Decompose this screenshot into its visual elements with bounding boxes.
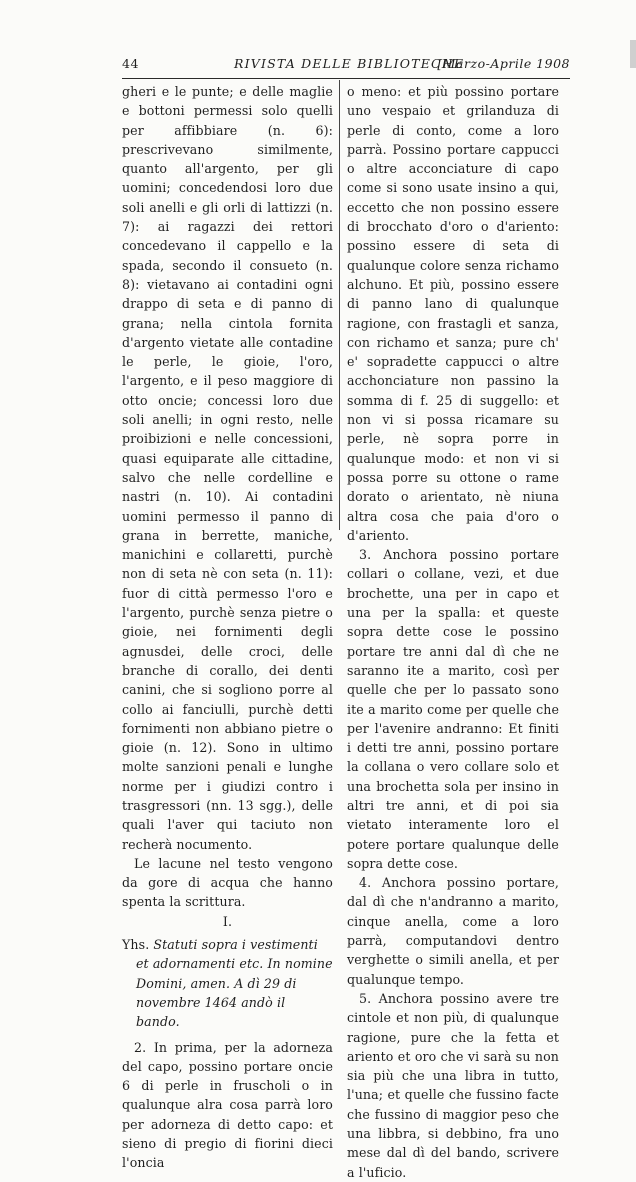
title-prefix: Yhs. — [122, 937, 154, 953]
paragraph: Le lacune nel testo vengono da gore di acqua che hanno spenta la scrittura. — [122, 855, 333, 910]
right-column — [347, 82, 559, 1182]
issue-date: [Marzo-Aprile 1908 — [437, 56, 570, 71]
running-title: RIVISTA DELLE BIBLIOTECHE — [234, 56, 465, 71]
paragraph: gheri e le punte; e delle maglie e bottoni permessi solo quelli per affibbiare (n. 6): prescrivevano similmente, quanto all'argento, per gli uomini; concedendosi loro due soli anelli e gli orli di lattizzi (n. 7): ai ragazzi dei rettori concedevano il cappello e la spada, secondo il consueto (n. 8): vietavano ai contadini ogni drappo di seta e di panno di grana; nella cintola fornita d'argento vietate alle contadine le perle, le gioie, l'oro, l'argento, e il peso maggiore di otto oncie; concessi loro due soli anelli; in ogni resto, nelle proibizioni e nelle concessioni, quasi equiparate alle cittadine, salvo che nelle cordelline e nastri (n. 10). Ai contadini uomini permesso il panno di grana in berrette, maniche, manichini e collaretti, purchè non di seta nè con seta (n. 11): fuor di città permesso l'oro e l'argento, purchè senza pietre o gioie, nei fornimenti degli agnusdei, delle croci, delle branche di corallo, dei denti canini, che si sogliono porre al collo ai fanciulli, purchè detti fornimenti non abbiano pietre o gioie (n. 12). Sono in ultimo molte sanzioni penali e lunghe norme per i giudizi contro i trasgressori (nn. 13 sgg.), delle quali l'aver qui taciuto non recherà nocumento. — [122, 84, 333, 852]
paragraph: 3. Anchora possino portare collari o collane, vezi, et due brochette, una per in capo et una per la spalla: et queste sopra dette cose le possino portare tre anni dal dì che ne saranno ite a marito, così per quelle che per lo passato sono ite a marito come per quelle che per l'avenire andranno: Et finiti i detti tre anni, possino portare la collana o vero collare solo et una brochetta sola per insino in altri tre anni, et di poi sia vietato interamente loro el potere portare qualunque delle sopra dette cose. — [347, 547, 559, 871]
document-title — [122, 935, 333, 1031]
column-divider — [339, 80, 340, 530]
page-edge-mark — [630, 40, 636, 68]
running-header — [122, 56, 570, 74]
paragraph: o meno: et più possino portare uno vespaio et grilanduza di perle di conto, come a loro parrà. Possino portare cappucci o altre acconciature di capo come si sono usate insino a qui, eccetto che non possino essere di brocchato d'oro o d'ariento: possino essere di seta di qualunque colore senza richamo alchuno. Et più, possino essere di panno lano di qualunque ragione, con frastagli et sanza, con richamo et sanza; pure ch' e' sopradette cappucci o altre acchonciature non passino la somma di f. 25 di suggello: et non vi si possa ricamare su perle, nè sopra porre in qualunque modo: et non vi si possa porre su ottone o rame dorato o arientato, nè niuna altra cosa che paia d'oro o d'ariento. — [347, 84, 559, 543]
paragraph: 2. In prima, per la adorneza del capo, possino portare oncie 6 di perle in fruscholi o in qualunque alra cosa parrà loro per adorneza di detto capo: et sieno di pregio di fiorini dieci l'oncia — [122, 1039, 333, 1171]
header-rule — [122, 78, 570, 79]
paragraph: 5. Anchora possino avere tre cintole et non più, di qualunque ragione, pure che la fetta et ariento et oro che vi sarà su non sia più che una libra in tutto, l'una; et quelle che fussino facte che fussino di maggior peso che una libbra, si debbino, fra uno mese dal dì del bando, scrivere a l'uficio. — [347, 990, 559, 1180]
page-number: 44 — [122, 56, 139, 71]
section-number: I. — [222, 913, 233, 929]
paragraph: 4. Anchora possino portare, dal dì che n'andranno a marito, cinque anella, come a loro parrà, computandovi dentro verghette o simili anella, et per qualunque tempo. — [347, 875, 559, 987]
title-text: Statuti sopra i vestimenti et adornamenti etc. In nomine Domini, amen. A dì 29 di novembre 1464 andò il bando. — [136, 937, 333, 1030]
left-column — [122, 82, 333, 1173]
